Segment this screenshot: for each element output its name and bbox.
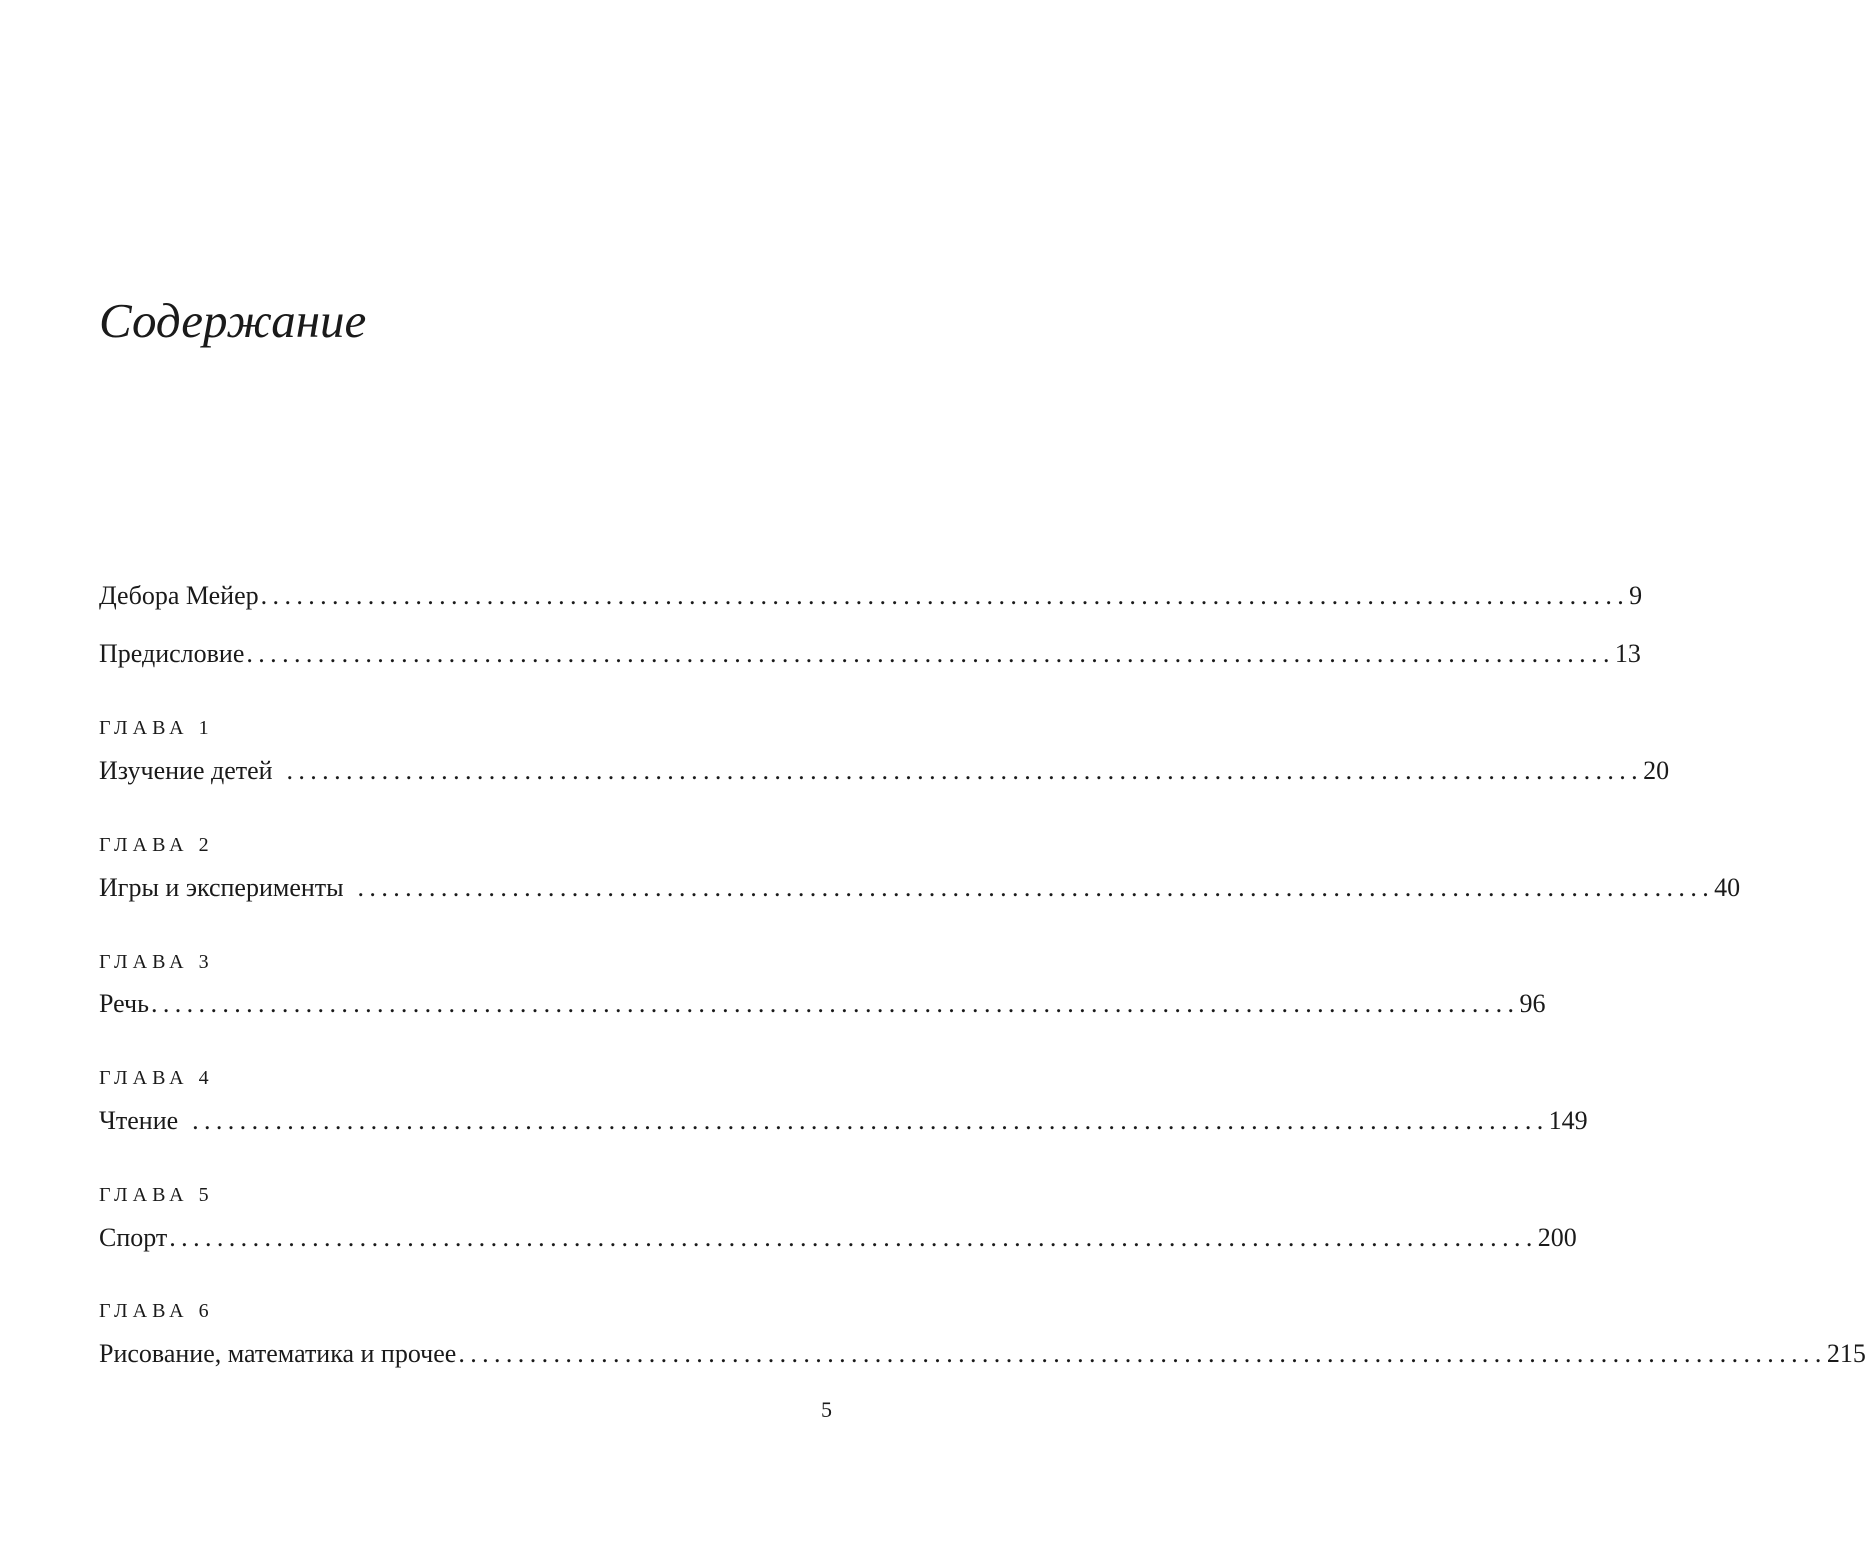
- leader-dots: ...................................................................................................................: [246, 639, 1615, 668]
- toc-entry-deborah-meier[interactable]: [99, 580, 1643, 612]
- leader-dots: ..................................................................................................................: [345, 873, 1715, 902]
- chapter-heading-1: ГЛАВА 1: [99, 717, 214, 739]
- toc-entry-label: Речь: [99, 989, 149, 1018]
- toc-entry-page: 9: [1629, 581, 1643, 610]
- toc-entry-page: 200: [1537, 1223, 1577, 1252]
- toc-entry-label: Предисловие: [99, 639, 245, 668]
- leader-dots: ...................................................................................................................: [169, 1223, 1538, 1252]
- toc-entry-label: Изучение детей: [99, 756, 273, 785]
- toc-entry-page: 20: [1643, 756, 1670, 785]
- toc-entry-chapter-6[interactable]: [99, 1338, 1866, 1370]
- toc-entry-page: 215: [1826, 1339, 1866, 1368]
- toc-entry-chapter-1[interactable]: [99, 755, 1670, 787]
- toc-entry-page: 13: [1614, 639, 1641, 668]
- toc-entry-page: 40: [1714, 873, 1741, 902]
- toc-entry-page: 96: [1519, 989, 1546, 1018]
- leader-dots: ...................................................................................................................: [260, 581, 1630, 610]
- toc-entry-chapter-2[interactable]: [99, 872, 1741, 904]
- leader-dots: ..................................................................................................................: [180, 1106, 1549, 1135]
- toc-entry-chapter-5[interactable]: [99, 1222, 1577, 1254]
- page-title: Содержание: [99, 293, 367, 348]
- toc-entry-label: Рисование, математика и прочее: [99, 1339, 457, 1368]
- toc-entry-label: Чтение: [99, 1106, 179, 1135]
- toc-entry-label: Дебора Мейер: [99, 581, 259, 610]
- toc-entry-chapter-3[interactable]: [99, 988, 1546, 1020]
- chapter-heading-2: ГЛАВА 2: [99, 834, 214, 856]
- toc-entry-page: 149: [1548, 1106, 1588, 1135]
- chapter-heading-6: ГЛАВА 6: [99, 1300, 214, 1322]
- chapter-heading-4: ГЛАВА 4: [99, 1067, 214, 1089]
- toc-entry-preface[interactable]: [99, 638, 1641, 670]
- leader-dots: ...................................................................................................................: [458, 1339, 1827, 1368]
- leader-dots: ..................................................................................................................: [274, 756, 1644, 785]
- toc-entry-chapter-4[interactable]: [99, 1105, 1588, 1137]
- toc-entry-label: Спорт: [99, 1223, 168, 1252]
- chapter-heading-3: ГЛАВА 3: [99, 951, 214, 973]
- toc-entry-label: Игры и эксперименты: [99, 873, 344, 902]
- leader-dots: ...................................................................................................................: [150, 989, 1520, 1018]
- page-number: 5: [821, 1397, 832, 1422]
- chapter-heading-5: ГЛАВА 5: [99, 1184, 214, 1206]
